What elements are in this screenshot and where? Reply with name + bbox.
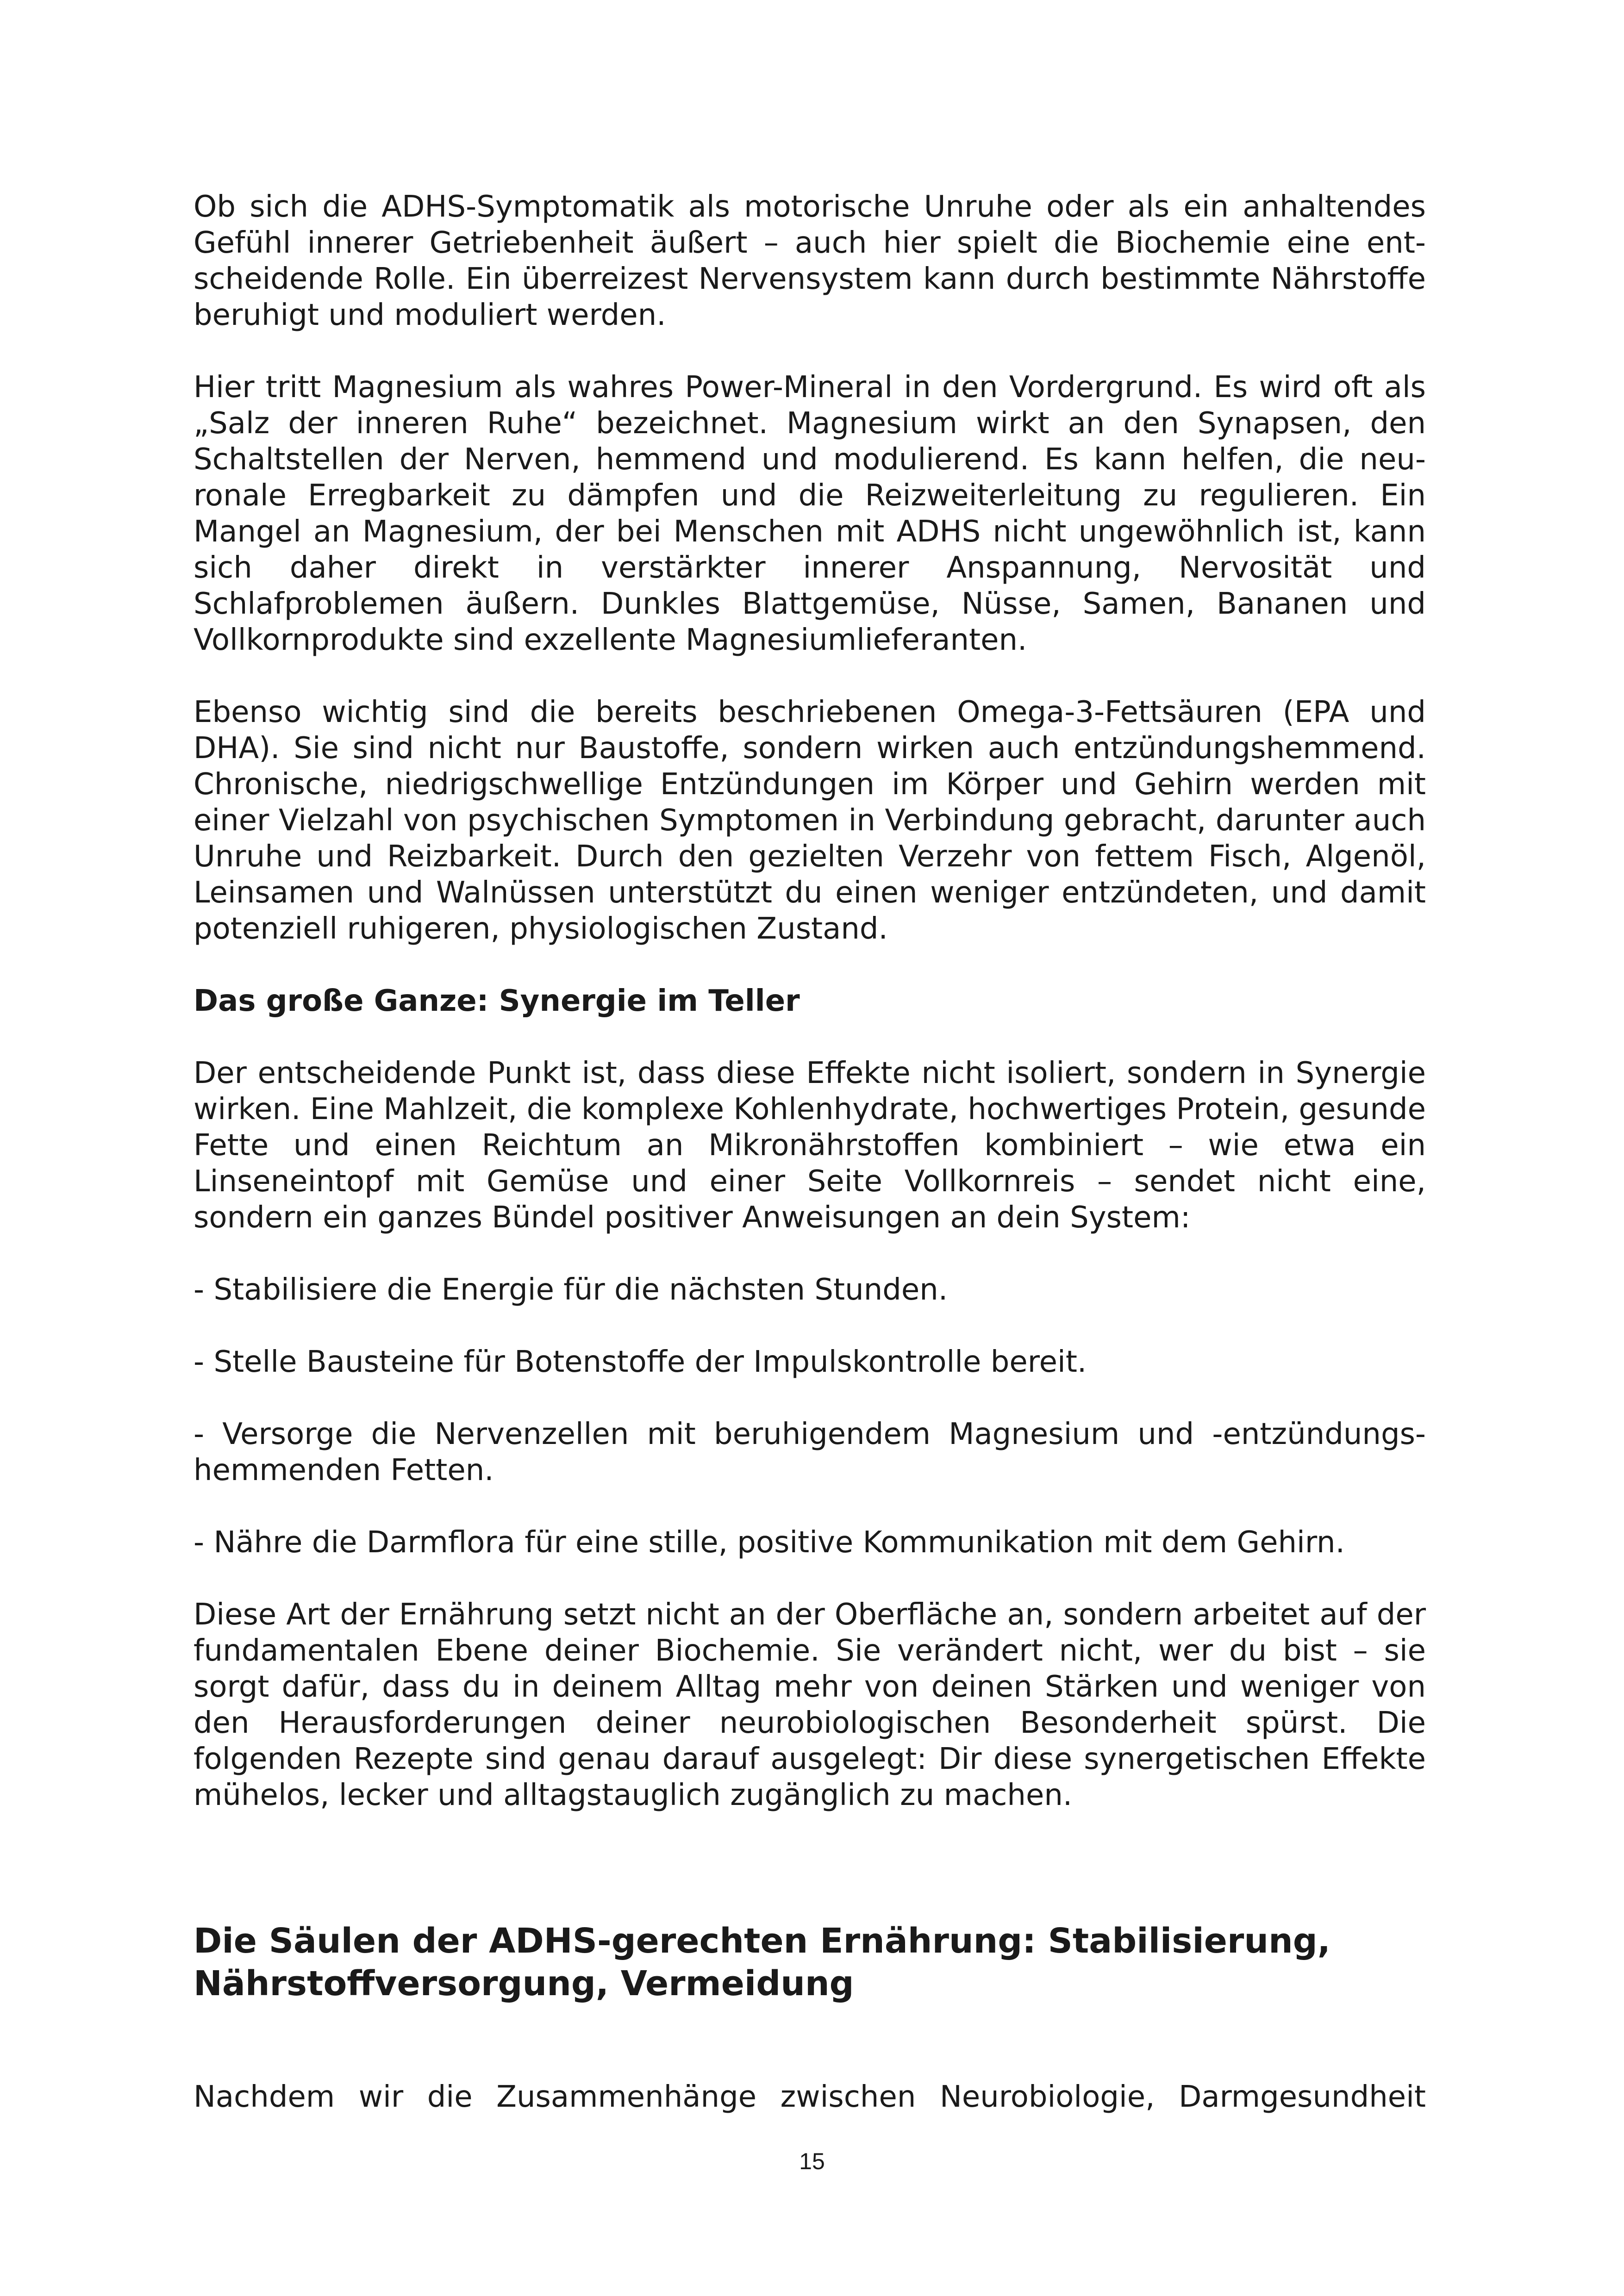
list-item: - Stabilisiere die Energie für die nächsten Stunden.: [194, 1273, 948, 1307]
paragraph-omega-3: Ebenso wichtig sind die bereits beschriebenen Omega-3-Fettsäuren (EPA und DHA). Sie sind nicht nur Baustoffe, sondern wirken auch entzündungshemmend. Chronische, niedrigschwellige Entzündungen im Körper und Gehirn werden mit einer Vielzahl von psychischen Symptomen in Verbindung gebracht, darunter auch Unruhe und Reizbarkeit. Durch den gezielten Verzehr von fettem Fisch, Algenöl, Leinsamen und Walnüssen unterstützt du einen weniger entzündeten, und damit potenziell ruhigeren, physiologischen Zustand.: [194, 695, 1426, 946]
list-item: - Stelle Bausteine für Botenstoffe der Impulskontrolle bereit.: [194, 1345, 1087, 1379]
page-body: [194, 189, 1426, 2115]
paragraph-adhs-unrest: Ob sich die ADHS-Symptomatik als motorische Unruhe oder als ein anhaltendes Gefühl innerer Getriebenheit äußert – auch hier spielt die Biochemie eine entscheidende Rolle. Ein überreizest Nervensystem kann durch bestimmte Nährstoffe beruhigt und moduliert werden.: [194, 190, 1426, 332]
paragraph-closing: Diese Art der Ernährung setzt nicht an der Oberfläche an, sondern arbeitet auf der fundamentalen Ebene deiner Biochemie. Sie verändert nicht, wer du bist – sie sorgt dafür, dass du in deinem Alltag mehr von deinen Stärken und weniger von den Herausforderungen deiner neurobiologischen Besonderheit spürst. Die folgenden Rezepte sind genau darauf ausgelegt: Dir diese synergetischen Effekte mühelos, lecker und alltagstauglich zugänglich zu machen.: [194, 1598, 1426, 1812]
list-item: - Versorge die Nervenzellen mit beruhigendem Magnesium und -entzündungshemmenden Fetten.: [194, 1417, 1426, 1487]
paragraph-synergy: Der entscheidende Punkt ist, dass diese Effekte nicht isoliert, sondern in Synergie wirken. Eine Mahlzeit, die komplexe Kohlenhydrate, hochwertiges Protein, gesunde Fette und einen Reichtum an Mikronährstoffen kombiniert – wie etwa ein Linseneintopf mit Gemüse und einer Seite Vollkornreis – sendet nicht eine, sondern ein ganzes Bündel positiver Anweisungen an dein System:: [194, 1056, 1426, 1235]
paragraph-last: Nachdem wir die Zusammenhänge zwischen Neurobiologie, Darmgesundheit: [194, 2080, 1426, 2114]
page-number: 15: [799, 2148, 825, 2174]
section-heading: Die Säulen der ADHS-gerechten Ernährung: Stabilisierung, Nährstoffversorgung, Vermeidung: [194, 1921, 1330, 2004]
paragraph-magnesium: Hier tritt Magnesium als wahres Power-Mineral in den Vordergrund. Es wird oft als „Salz der inneren Ruhe“ bezeichnet. Magnesium wirkt an den Synapsen, den Schaltstellen der Nerven, hemmend und modulierend. Es kann helfen, die neuronale Erregbarkeit zu dämpfen und die Reizweiterleitung zu regulieren. Ein Mangel an Magnesium, der bei Menschen mit ADHS nicht ungewöhnlich ist, kann sich daher direkt in verstärkter innerer Anspannung, Nervosität und Schlafproblemen äußern. Dunkles Blattgemüse, Nüsse, Samen, Bananen und Vollkornprodukte sind exzellente Magnesiumlieferanten.: [194, 370, 1426, 657]
list-item: - Nähre die Darmflora für eine stille, positive Kommunikation mit dem Gehirn.: [194, 1525, 1345, 1560]
subheading-synergy: Das große Ganze: Synergie im Teller: [194, 984, 800, 1018]
